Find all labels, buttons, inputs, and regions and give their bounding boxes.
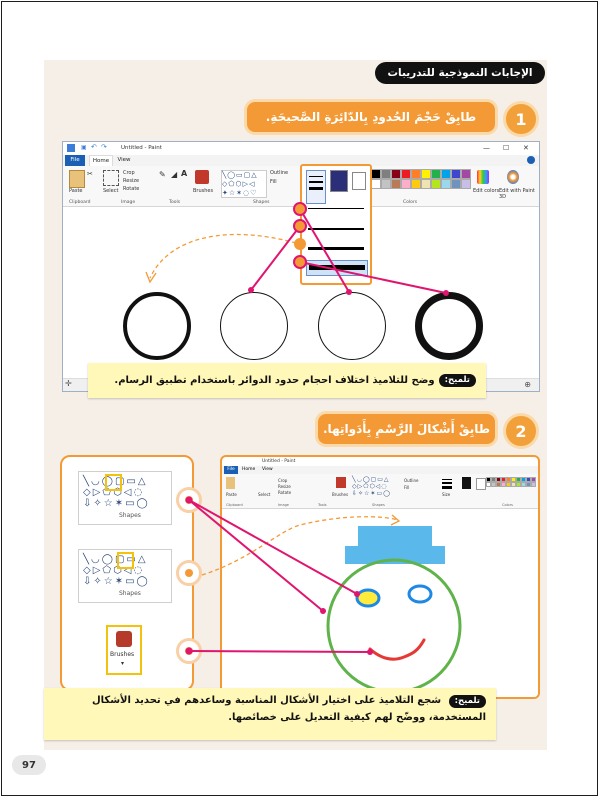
size-dot-1 [294,203,306,215]
edit-paint3d-button[interactable]: Edit with Paint 3D [499,188,535,200]
outline-button-2[interactable]: Outline [404,478,419,483]
fill-button[interactable]: Fill [270,179,277,185]
match-dot-eye [354,591,360,597]
size-dot-3 [294,238,306,250]
crop-button[interactable]: Crop [123,170,135,176]
arrowhead-2 [391,515,399,525]
fill-bucket-icon[interactable]: ◢ [171,170,178,179]
hat-top [358,526,432,546]
size-button-2[interactable]: Size [442,492,451,497]
match-line-1 [300,209,349,292]
shapes-label-1: Shapes [119,512,141,519]
tip-2-text: شجع التلاميذ على اختيار الأشكال المناسبة وساعدهم في تحديد الأشكال المستخدمة، ووضّح لهم كيفية التعديل على خصائصها. [91,695,486,723]
paste-button[interactable]: Paste [69,188,83,194]
crop-button-2[interactable]: Crop [278,478,288,483]
match-line-brush-mouth [189,651,370,652]
shapes-grid-2: ╲◡◯▢▭△ ◇▷⬠⬡◁◌ ⇩✧☆✶▭◯ [83,554,150,587]
cut-icon[interactable]: ✂ [87,170,93,178]
dashed-arrow-1 [150,234,296,278]
circle-dot-2 [248,287,254,293]
circle-dot-4 [443,290,449,296]
brushes-button[interactable]: Brushes [193,188,214,194]
group-shapes-2: Shapes [372,503,385,507]
edit-colors-button[interactable]: Edit colors [473,188,500,194]
match-dot-brush [186,648,193,655]
group-image: Image [121,200,136,205]
group-colors-2: Colors [502,503,513,507]
group-clipboard-2: Clipboard [226,503,243,507]
tab-file-2[interactable]: File [224,466,238,474]
group-tools: Tools [169,200,181,205]
rotate-button-2[interactable]: Rotate [278,490,292,495]
redo-icon[interactable]: ↷ [101,143,107,151]
shapes-label-2: Shapes [119,590,141,597]
brushes-button-2[interactable]: Brushes [332,492,349,497]
tab-home[interactable]: Home [89,155,113,167]
window-title-2: Untitled - Paint [262,459,296,464]
match-dot-mouth [367,649,373,655]
brushes-label: Brushes [110,651,135,658]
match-dot-face [320,608,326,614]
match-line-3 [300,262,446,293]
close-button[interactable]: ✕ [523,144,529,152]
q2-title: طابِقْ أَشْكالَ الرَّسْمِ بِأَدَواتِها. [318,414,495,444]
zoom-in-icon[interactable]: ⊕ [524,380,531,389]
select-button[interactable]: Select [103,188,119,194]
face-circle [328,560,460,692]
q2-number: 2 [503,413,539,449]
q1-title: طابِقْ حَجْمَ الحُدودِ بِالدّائِرَةِ الصَّحيحَةِ. [247,102,495,132]
match-line-oval-face [189,500,323,611]
chevron-down-icon: ▾ [121,660,125,667]
group-image-2: Image [278,503,289,507]
group-clipboard: Clipboard [69,200,91,205]
tab-file[interactable]: File [65,155,85,166]
shapes-grid-1: ╲◡◯▢▭△ ◇▷⬠⬡◁◌ ⇩✧☆✶▭◯ [83,476,150,509]
shapes-gallery[interactable]: ╲◯▭▢△ ◇⬠⬡▷◁ ✦☆✶◌♡ [221,170,267,198]
resize-button-2[interactable]: Resize [278,484,291,489]
match-dot-oval [186,497,193,504]
mouth [370,640,424,659]
window-title: Untitled - Paint [121,145,162,151]
tip-1-text: وضح للتلاميذ اختلاف احجام حدود الدوائر باستخدام تطبيق الرسام. [114,375,435,386]
tip-1-badge: تلميح: [439,374,476,387]
text-tool-icon[interactable]: A [181,169,188,178]
minimize-button[interactable]: — [483,144,490,152]
undo-icon[interactable]: ↶ [91,143,97,151]
match-line-oval-eye [189,500,357,594]
tab-view-2[interactable]: View [262,467,273,472]
tab-home-2[interactable]: Home [242,467,256,472]
tip-2 [44,688,496,740]
shapes-gallery-2[interactable]: ╲◡◯▢▭△ ◇▷⬠⬡◁◌ ⇩✧☆✶▭◯ [352,476,391,497]
save-icon[interactable]: ▣ [81,144,87,151]
resize-button[interactable]: Resize [123,178,140,184]
size-dot-4 [294,256,306,268]
page-number: 97 [12,755,46,775]
right-eye [409,586,431,602]
fill-button-2[interactable]: Fill [404,485,410,490]
maximize-button[interactable]: ☐ [503,144,510,152]
group-shapes: Shapes [253,200,270,205]
group-tools-2: Tools [318,503,327,507]
left-eye [357,590,379,606]
outline-button[interactable]: Outline [270,170,289,176]
answers-title: الإجابات النموذجية للتدريبات [375,62,545,84]
select-button-2[interactable]: Select [258,492,271,497]
circle-dot-3 [346,289,352,295]
size-dot-2 [294,220,306,232]
rotate-button[interactable]: Rotate [123,186,140,192]
paste-button-2[interactable]: Paste [226,492,237,497]
tab-view[interactable]: View [117,157,131,163]
tip-2-badge: تلميح: [449,695,486,708]
group-colors: Colors [403,200,418,205]
pencil-icon[interactable]: ✎ [159,170,166,179]
move-icon: ✛ [65,379,72,388]
q1-number: 1 [503,101,539,137]
